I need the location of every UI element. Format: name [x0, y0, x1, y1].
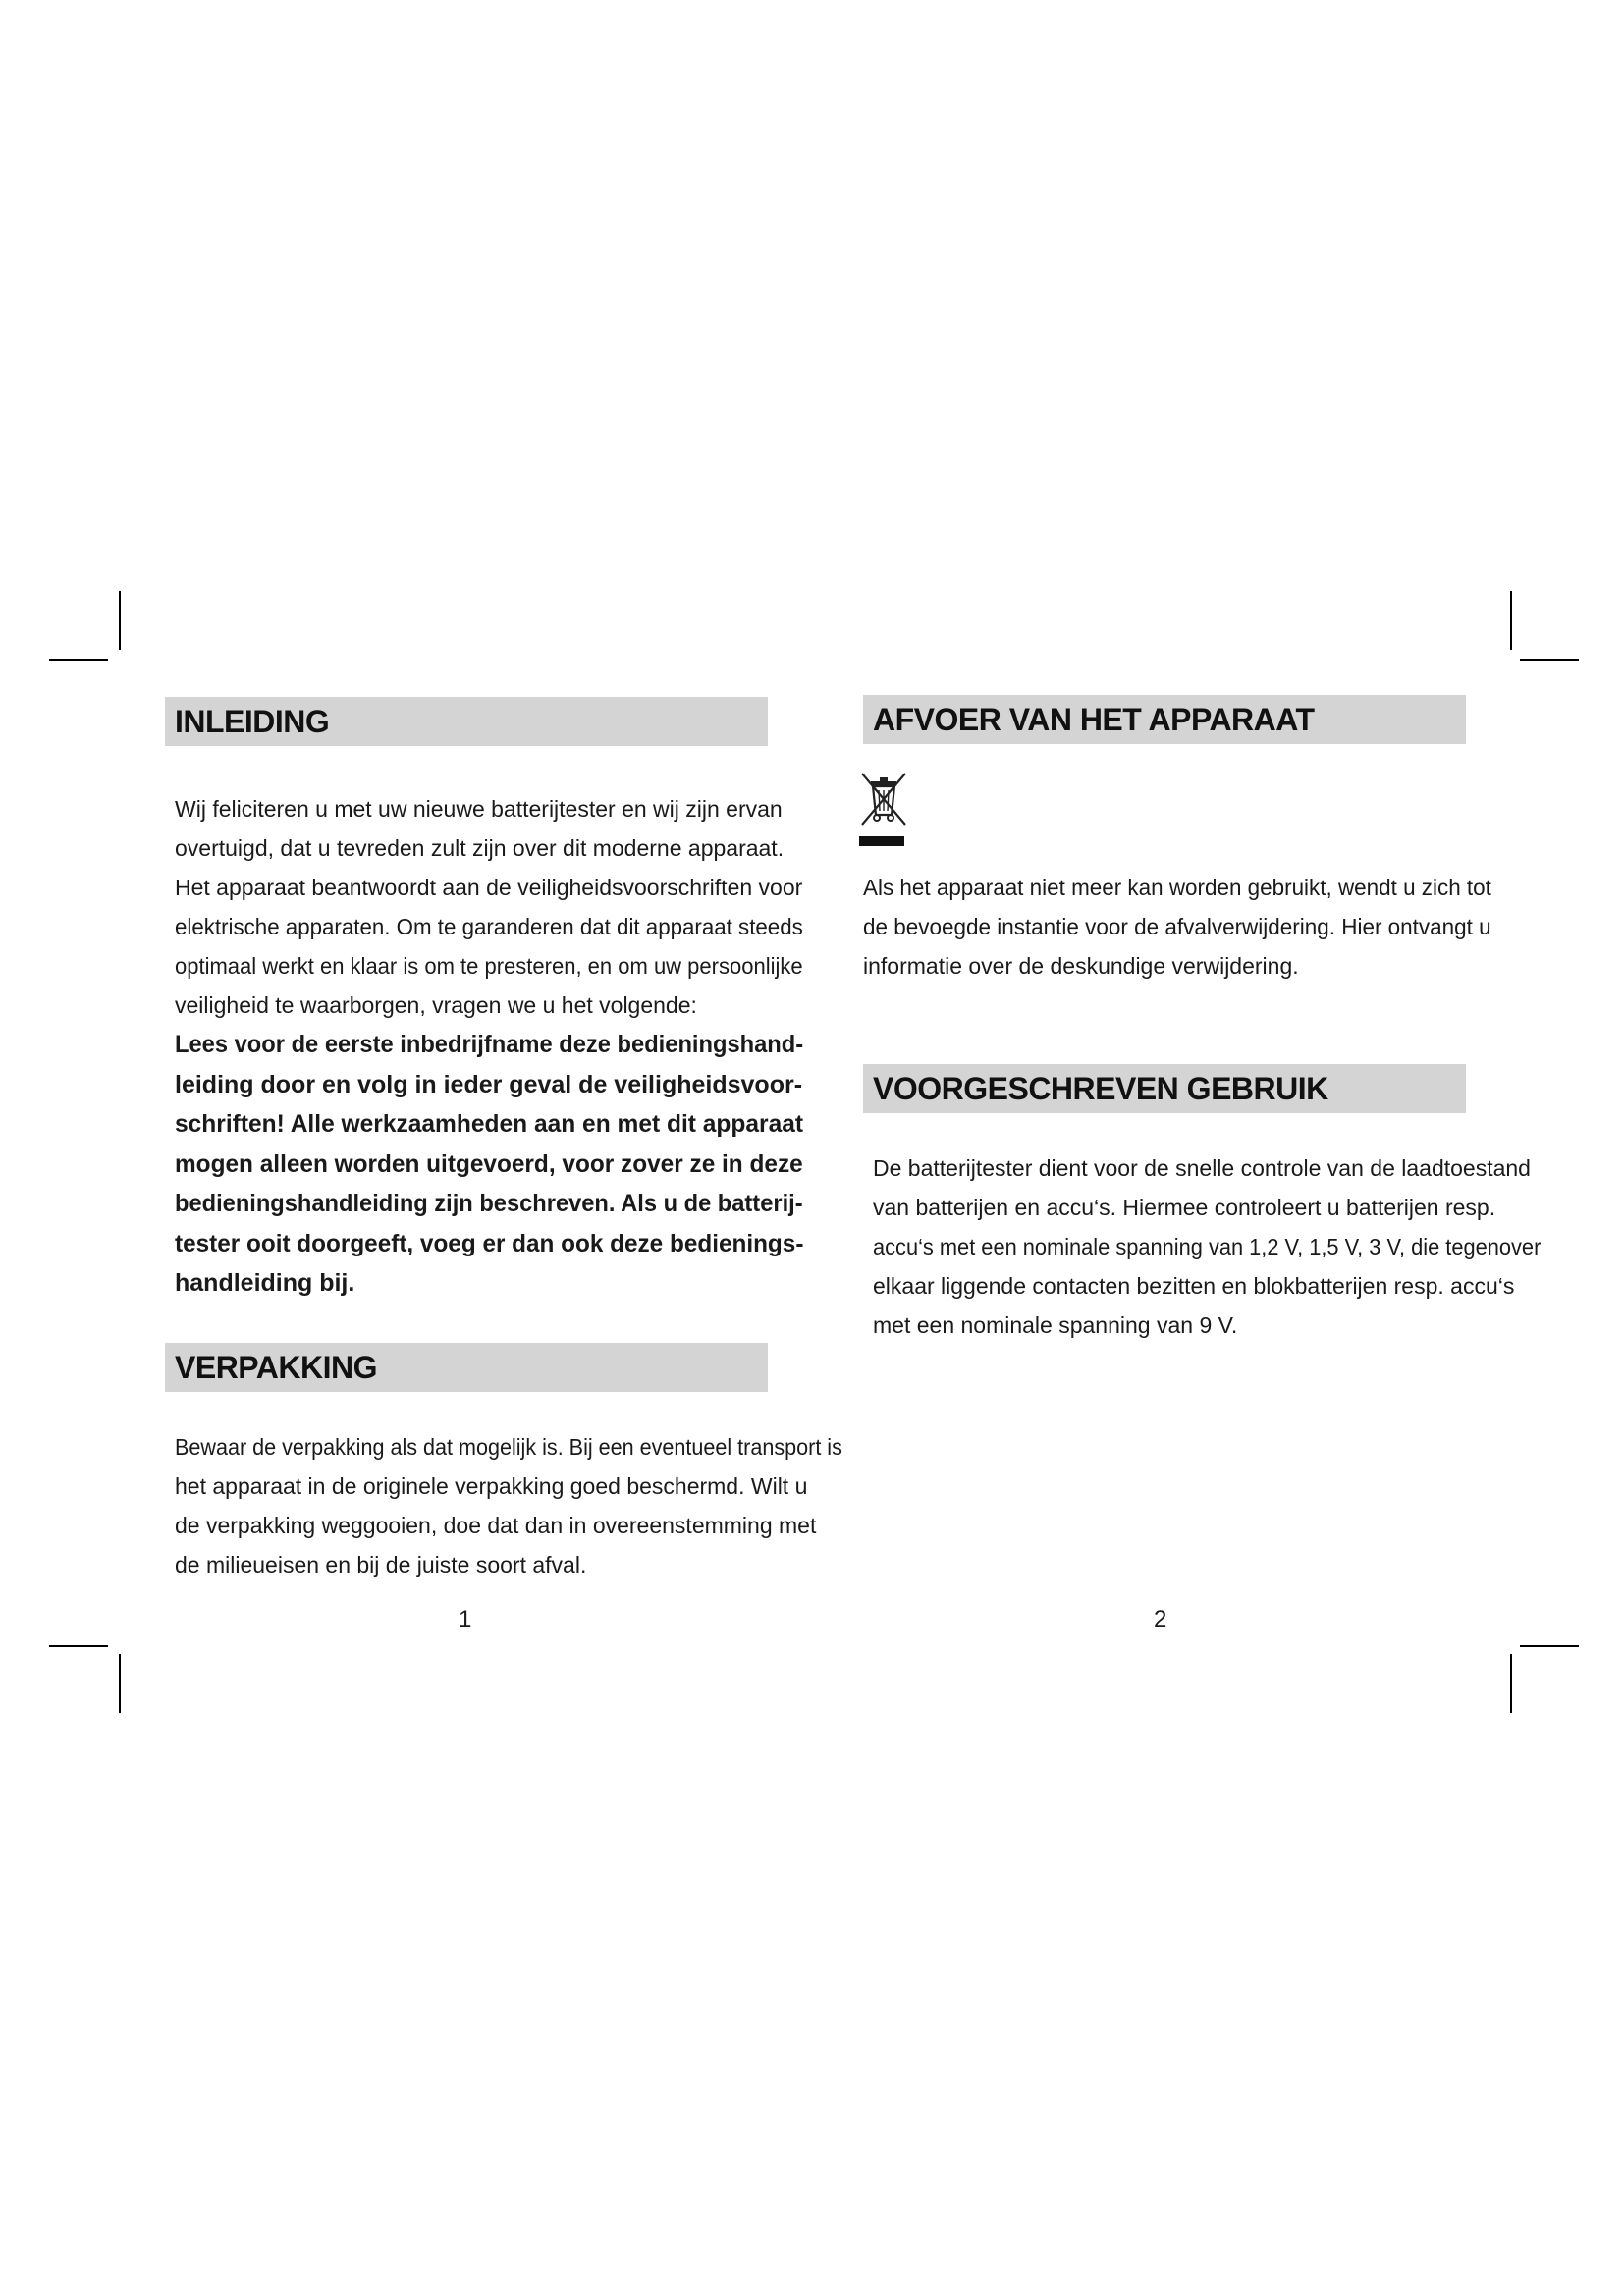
page-number: 2 — [1154, 1606, 1167, 1632]
text-line: mogen alleen worden uitgevoerd, voor zover ze in deze — [175, 1149, 803, 1178]
text-line: Het apparaat beantwoordt aan de veiligheidsvoorschriften voor — [175, 875, 803, 900]
text-line: veiligheid te waarborgen, vragen we u het volgende: — [175, 992, 697, 1018]
text-line: de bevoegde instantie voor de afvalverwijdering. Hier ontvangt u — [863, 914, 1491, 939]
safety-notice — [175, 1025, 803, 1304]
crop-mark-bottom-right-horizontal — [1520, 1645, 1579, 1647]
text-line: overtuigd, dat u tevreden zult zijn over dit moderne apparaat. — [175, 835, 785, 861]
gebruik-body — [873, 1148, 1541, 1345]
crop-mark-bottom-left-vertical — [119, 1654, 121, 1713]
text-line: informatie over de deskundige verwijdering. — [863, 953, 1299, 979]
text-line: elkaar liggende contacten bezitten en blokbatterijen resp. accu‘s — [873, 1273, 1515, 1299]
text-line: De batterijtester dient voor de snelle controle van de laadtoestand — [873, 1155, 1531, 1181]
text-line: de verpakking weggooien, doe dat dan in overeenstemming met — [175, 1513, 817, 1538]
weee-crossed-bin-icon — [858, 772, 909, 850]
crop-mark-top-right-horizontal — [1520, 659, 1579, 661]
text-line: bedieningshandleiding zijn beschreven. Als u de batterij- — [175, 1190, 803, 1217]
crop-mark-top-left-vertical — [119, 591, 121, 650]
text-line: van batterijen en accu‘s. Hiermee controleert u batterijen resp. — [873, 1195, 1496, 1220]
verpakking-body — [175, 1427, 842, 1584]
inleiding-heading: INLEIDING — [165, 697, 768, 746]
gebruik-heading: VOORGESCHREVEN GEBRUIK — [863, 1064, 1466, 1113]
crop-mark-top-right-vertical — [1510, 591, 1512, 650]
crop-mark-bottom-left-horizontal — [49, 1645, 108, 1647]
text-line: elektrische apparaten. Om te garanderen dat dit apparaat steeds — [175, 914, 803, 939]
text-line: Als het apparaat niet meer kan worden gebruikt, wendt u zich tot — [863, 875, 1491, 900]
text-line: optimaal werkt en klaar is om te presteren, en om uw persoonlijke — [175, 953, 803, 979]
text-line: Lees voor de eerste inbedrijfname deze bedieningshand- — [175, 1031, 804, 1058]
afvoer-body — [863, 868, 1491, 986]
afvoer-heading: AFVOER VAN HET APPARAAT — [863, 695, 1466, 744]
text-line: schriften! Alle werkzaamheden aan en met dit apparaat — [175, 1110, 804, 1138]
text-line: het apparaat in de originele verpakking goed beschermd. Wilt u — [175, 1473, 808, 1499]
text-line: tester ooit doorgeeft, voeg er dan ook deze bedienings- — [175, 1229, 804, 1257]
verpakking-heading: VERPAKKING — [165, 1343, 768, 1392]
text-line: de milieueisen en bij de juiste soort afval. — [175, 1552, 587, 1577]
crop-mark-top-left-horizontal — [49, 659, 108, 661]
text-line: handleiding bij. — [175, 1269, 355, 1297]
text-line: Bewaar de verpakking als dat mogelijk is. Bij een eventueel transport is — [175, 1434, 842, 1460]
text-line: accu‘s met een nominale spanning van 1,2 V, 1,5 V, 3 V, die tegenover — [873, 1234, 1542, 1259]
text-line: leiding door en volg in ieder geval de veiligheidsvoor- — [175, 1070, 803, 1098]
inleiding-body — [175, 789, 803, 1304]
page-number: 1 — [459, 1606, 472, 1632]
text-line: met een nominale spanning van 9 V. — [873, 1312, 1238, 1338]
crop-mark-bottom-right-vertical — [1510, 1654, 1512, 1713]
text-line: Wij feliciteren u met uw nieuwe batterijtester en wij zijn ervan — [175, 796, 783, 822]
